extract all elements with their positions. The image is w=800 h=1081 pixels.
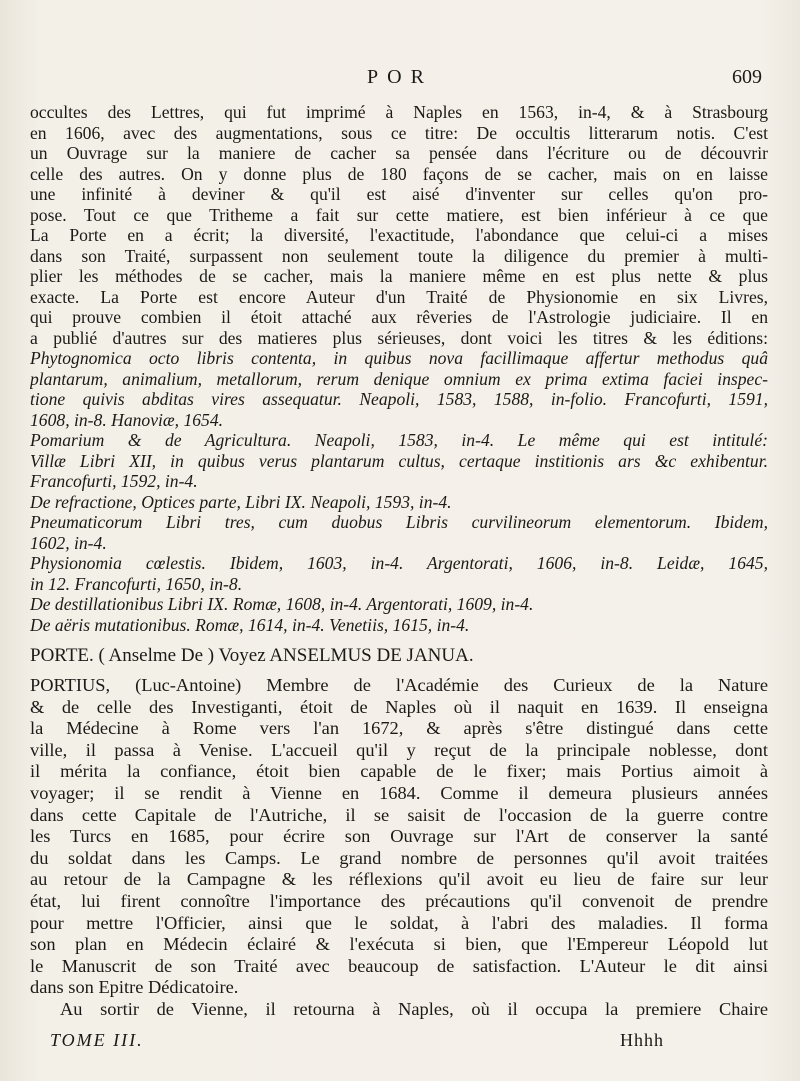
text-line: dans cette Capitale de l'Autriche, il se saisit de l'occasion de la guerre contre (30, 804, 768, 825)
entry-porte: PORTE. ( Anselme De ) Voyez ANSELMUS DE JANUA. (30, 645, 474, 666)
text-line: la Médecine à Rome vers l'an 1672, & après s'être distingué dans cette (30, 718, 768, 739)
text-line: De refractione, Optices parte, Libri IX. Neapoli, 1593, in-4. (30, 491, 452, 512)
text-line: le Manuscrit de son Traité avec beaucoup de satisfaction. L'Auteur le dit ainsi (30, 955, 768, 976)
entry-portius (30, 675, 768, 1021)
text-line: exacte. La Porte est encore Auteur d'un Traité de Physionomie en six Livres, (30, 286, 768, 307)
text-line: les Turcs en 1685, pour écrire son Ouvrage sur l'Art de conserver la santé (30, 826, 768, 847)
text-line: pose. Tout ce que Tritheme a fait sur cette matiere, est bien inférieur à ce que (30, 204, 768, 225)
text-line: Villæ Libri XII, in quibus verus plantarum cultus, certaque institionis ars &c exhibentur. (30, 450, 768, 471)
page-number: 609 (732, 66, 762, 88)
signature-mark: Hhhh (620, 1030, 664, 1050)
text-line: De destillationibus Libri IX. Romæ, 1608, in-4. Argentorati, 1609, in-4. (30, 594, 534, 614)
text-line: PORTIUS, (Luc-Antoine) Membre de l'Académie des Curieux de la Nature (30, 675, 768, 695)
text-line: La Porte en a écrit; la diversité, l'exactitude, l'abondance que celui-ci a mises (30, 225, 768, 245)
text-line: a publié d'autres sur des matieres plus sérieuses, dont voici les titres & les éditions: (30, 327, 768, 348)
text-line: tione quivis abditas vires assequatur. Neapoli, 1583, 1588, in-folio. Francofurti, 1591, (30, 389, 768, 409)
text-line: plier les méthodes de se cacher, mais la maniere même en est plus nette & plus (30, 266, 768, 286)
text-line: celle des autres. On y donne plus de 180 façons de se cacher, mais on en laisse (30, 163, 768, 184)
text-line: in 12. Francofurti, 1650, in-8. (30, 573, 243, 594)
text-line: voyager; il se rendit à Vienne en 1684. Comme il demeura plusieurs années (30, 782, 768, 803)
text-line: état, lui firent connoître l'importance des précautions qu'il convenoit de prendre (30, 890, 768, 911)
text-line: Pomarium & de Agricultura. Neapoli, 1583, in-4. Le même qui est intitulé: (30, 430, 768, 450)
text-line: pour mettre l'Officier, ainsi que le soldat, à l'abri des maladies. Il forma (30, 912, 768, 933)
page-body (30, 102, 768, 1021)
text-line: en 1606, avec des augmentations, sous ce titre: De occultis litterarum notis. C'est (30, 122, 768, 143)
text-line: Pneumaticorum Libri tres, cum duobus Libris curvilineorum elementorum. Ibidem, (30, 512, 768, 532)
text-line: dans son Traité, surpassent non seulement toute la diligence du premier à multi- (30, 245, 768, 266)
works-list (30, 348, 768, 635)
work-entry-physionomia (30, 553, 768, 594)
text-line: il mérita la confiance, étoit bien capable de le fixer; mais Portius aimoit à (30, 761, 768, 782)
work-entry-pneumaticorum (30, 512, 768, 553)
work-entry-aeris (30, 615, 768, 636)
text-line: De aëris mutationibus. Romæ, 1614, in-4. Venetiis, 1615, in-4. (30, 614, 470, 635)
text-line: au retour de la Campagne & les réflexions qu'il avoit eu lieu de faire sur leur (30, 869, 768, 890)
intro-paragraph (30, 102, 768, 348)
text-line: Physionomia cœlestis. Ibidem, 1603, in-4. Argentorati, 1606, in-8. Leidæ, 1645, (30, 553, 768, 573)
text-line: Francofurti, 1592, in-4. (30, 471, 198, 491)
text-line: dans son Epitre Dédicatoire. (30, 977, 239, 998)
text-line: Phytognomica octo libris contenta, in quibus nova facillimaque affertur methodus quâ (30, 348, 768, 368)
running-header (30, 66, 770, 92)
text-line: & de celle des Investiganti, étoit de Naples où il naquit en 1639. Il enseigna (30, 696, 768, 717)
work-entry-refractione (30, 492, 768, 513)
text-line: son plan en Médecin éclairé & l'exécuta si bien, que l'Empereur Léopold lut (30, 934, 768, 955)
text-line: 1602, in-4. (30, 532, 107, 553)
text-line: occultes des Lettres, qui fut imprimé à Naples en 1563, in-4, & à Strasbourg (30, 102, 768, 122)
text-line: Au sortir de Vienne, il retourna à Naples, où il occupa la premiere Chaire (60, 998, 768, 1019)
text-line: plantarum, animalium, metallorum, rerum denique omnium ex prima extima faciei inspec- (30, 368, 768, 389)
text-line: du soldat dans les Camps. Le grand nombre de personnes qu'il avoit traitées (30, 847, 768, 868)
text-line: qui prouve combien il étoit attaché aux rêveries de l'Astrologie judiciaire. Il en (30, 307, 768, 327)
text-line: une infinité à deviner & qu'il est aisé d'inventer sur celles qu'on pro- (30, 184, 768, 204)
work-entry-pomarium (30, 430, 768, 492)
text-line: ville, il passa à Venise. L'accueil qu'il y reçut de la principale noblesse, dont (30, 739, 768, 760)
volume-label: TOME III. (50, 1030, 144, 1050)
running-title: POR (367, 66, 433, 88)
text-line: un Ouvrage sur la maniere de cacher sa pensée dans l'écriture ou de découvrir (30, 143, 768, 163)
page-footer (50, 1030, 730, 1052)
text-line: 1608, in-8. Hanoviæ, 1654. (30, 409, 224, 430)
work-entry-phytognomica (30, 348, 768, 430)
work-entry-destillationibus (30, 594, 768, 615)
